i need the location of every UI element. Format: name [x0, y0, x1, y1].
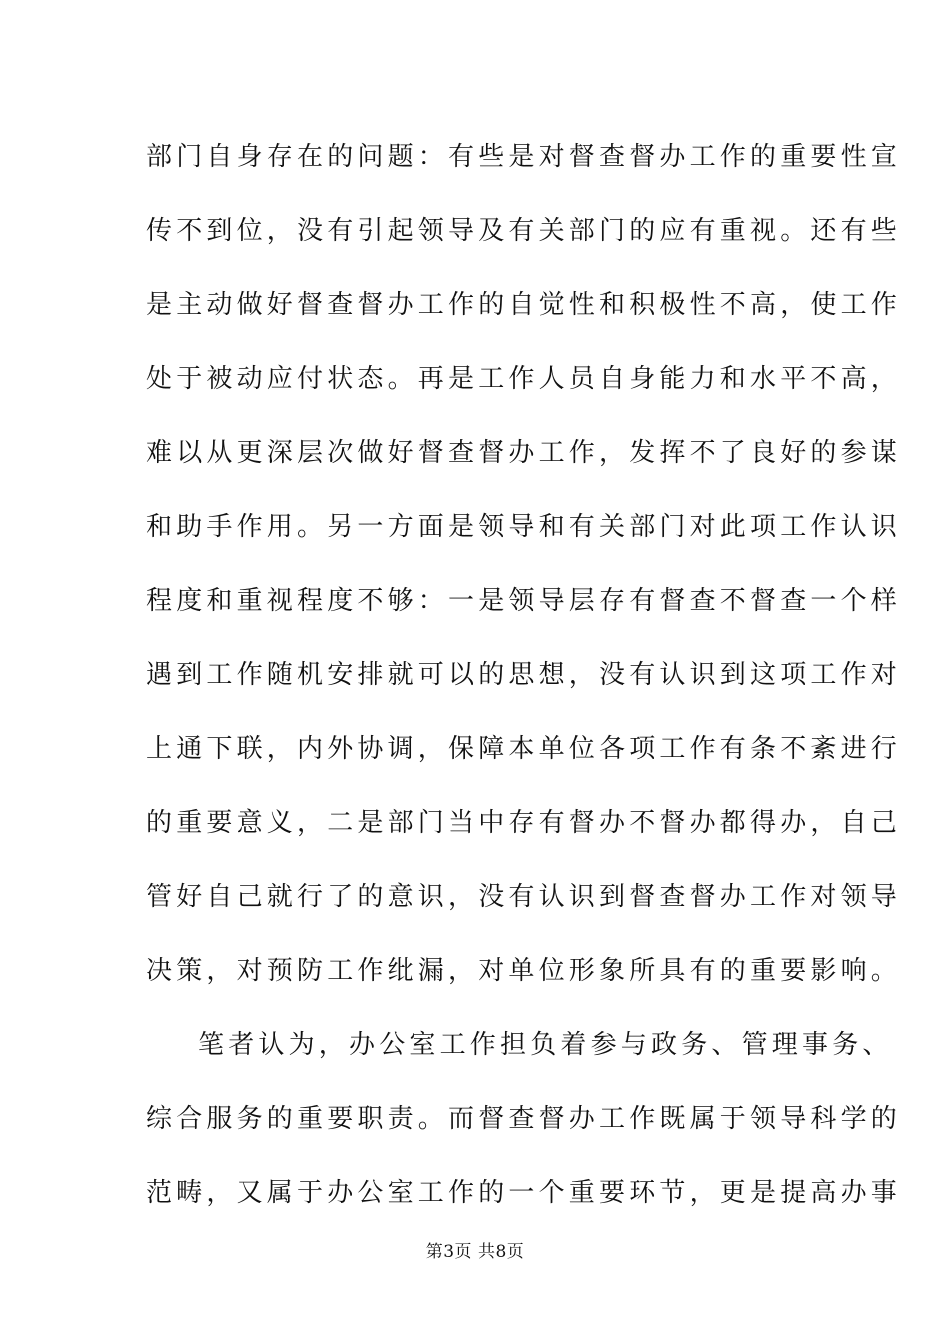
- text-line: 和助手作用。另一方面是领导和有关部门对此项工作认识: [146, 512, 902, 542]
- body-text: [146, 128, 902, 1238]
- text-line: 程度和重视程度不够：一是领导层存有督查不督查一个样: [146, 586, 902, 616]
- text-line: 的重要意义，二是部门当中存有督办不督办都得办，自己: [146, 808, 902, 838]
- text-line: 部门自身存在的问题：有些是对督查督办工作的重要性宣: [146, 142, 902, 172]
- text-line: 遇到工作随机安排就可以的思想，没有认识到这项工作对: [146, 660, 902, 690]
- text-line: 处于被动应付状态。再是工作人员自身能力和水平不高，: [146, 364, 902, 394]
- text-line: 管好自己就行了的意识，没有认识到督查督办工作对领导: [146, 882, 902, 912]
- text-line: 决策，对预防工作纰漏，对单位形象所具有的重要影响。: [146, 956, 902, 986]
- text-line: 范畴，又属于办公室工作的一个重要环节，更是提高办事: [146, 1178, 902, 1208]
- text-line: 传不到位，没有引起领导及有关部门的应有重视。还有些: [146, 216, 902, 246]
- text-line: 是主动做好督查督办工作的自觉性和积极性不高，使工作: [146, 290, 902, 320]
- text-line: 综合服务的重要职责。而督查督办工作既属于领导科学的: [146, 1104, 902, 1134]
- text-line: 上通下联，内外协调，保障本单位各项工作有条不紊进行: [146, 734, 902, 764]
- text-line: 难以从更深层次做好督查督办工作，发挥不了良好的参谋: [146, 438, 902, 468]
- page-footer: 第3页 共8页: [425, 1242, 525, 1262]
- paragraph-start-line: 笔者认为，办公室工作担负着参与政务、管理事务、: [198, 1030, 893, 1060]
